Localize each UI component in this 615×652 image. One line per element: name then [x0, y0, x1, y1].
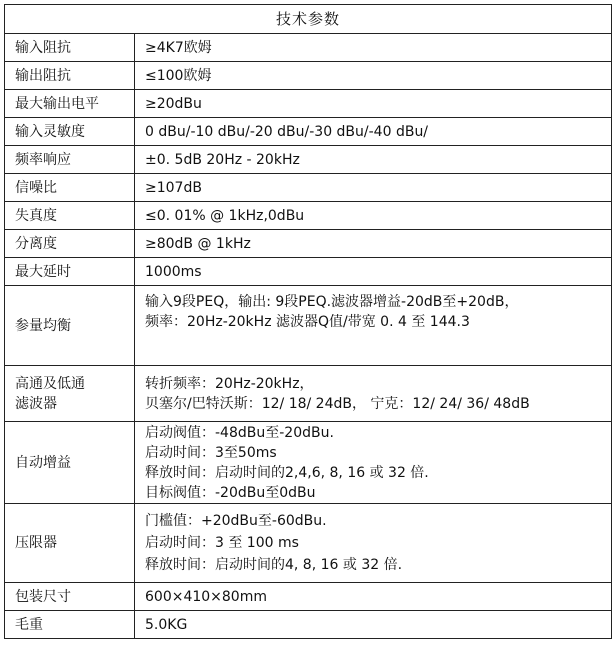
row-label: 最大延时	[5, 258, 135, 286]
row-value: 1000ms	[135, 258, 612, 286]
row-label: 参量均衡	[5, 286, 135, 366]
row-value: 5.0KG	[135, 611, 612, 639]
row-value: ≥4K7欧姆	[135, 34, 612, 62]
table-row	[5, 504, 612, 583]
table-row	[5, 34, 612, 62]
row-value: 0 dBu/-10 dBu/-20 dBu/-30 dBu/-40 dBu/	[135, 118, 612, 146]
table-row	[5, 286, 612, 366]
table-row	[5, 146, 612, 174]
table-row	[5, 258, 612, 286]
row-value: 门槛值：+20dBu至-60dBu. 启动时间：3 至 100 ms 释放时间：启动时间的4, 8, 16 或 32 倍.	[135, 504, 612, 583]
table-row	[5, 174, 612, 202]
table-row	[5, 611, 612, 639]
row-value: ≤100欧姆	[135, 62, 612, 90]
row-value: ≥80dB @ 1kHz	[135, 230, 612, 258]
table-row	[5, 366, 612, 422]
row-value: ≥20dBu	[135, 90, 612, 118]
table-row	[5, 422, 612, 504]
row-label: 输入阻抗	[5, 34, 135, 62]
table-row	[5, 118, 612, 146]
row-value: ≤0. 01% @ 1kHz,0dBu	[135, 202, 612, 230]
row-label: 输出阻抗	[5, 62, 135, 90]
table-title-row	[5, 5, 612, 34]
table-title: 技术参数	[5, 5, 612, 34]
row-label: 信噪比	[5, 174, 135, 202]
table-row	[5, 583, 612, 611]
row-value: ±0. 5dB 20Hz - 20kHz	[135, 146, 612, 174]
row-label: 压限器	[5, 504, 135, 583]
row-value: 600×410×80mm	[135, 583, 612, 611]
row-label: 最大输出电平	[5, 90, 135, 118]
row-label: 失真度	[5, 202, 135, 230]
row-label: 高通及低通 滤波器	[5, 366, 135, 422]
row-value: ≥107dB	[135, 174, 612, 202]
row-label: 包装尺寸	[5, 583, 135, 611]
row-label: 分离度	[5, 230, 135, 258]
table-row	[5, 202, 612, 230]
row-value: 启动阀值：-48dBu至-20dBu. 启动时间：3至50ms 释放时间：启动时间的2,4,6, 8, 16 或 32 倍. 目标阀值：-20dBu至0dBu	[135, 422, 612, 504]
table-row	[5, 230, 612, 258]
table-row	[5, 62, 612, 90]
row-label: 毛重	[5, 611, 135, 639]
row-value: 输入9段PEQ，输出: 9段PEQ.滤波器增益-20dB至+20dB， 频率：20Hz-20kHz 滤波器Q值/带宽 0. 4 至 144.3	[135, 286, 612, 366]
table-row	[5, 90, 612, 118]
row-label: 自动增益	[5, 422, 135, 504]
spec-table	[4, 4, 612, 639]
row-label: 频率响应	[5, 146, 135, 174]
row-value: 转折频率：20Hz-20kHz， 贝塞尔/巴特沃斯：12/ 18/ 24dB， 宁克：12/ 24/ 36/ 48dB	[135, 366, 612, 422]
row-label: 输入灵敏度	[5, 118, 135, 146]
